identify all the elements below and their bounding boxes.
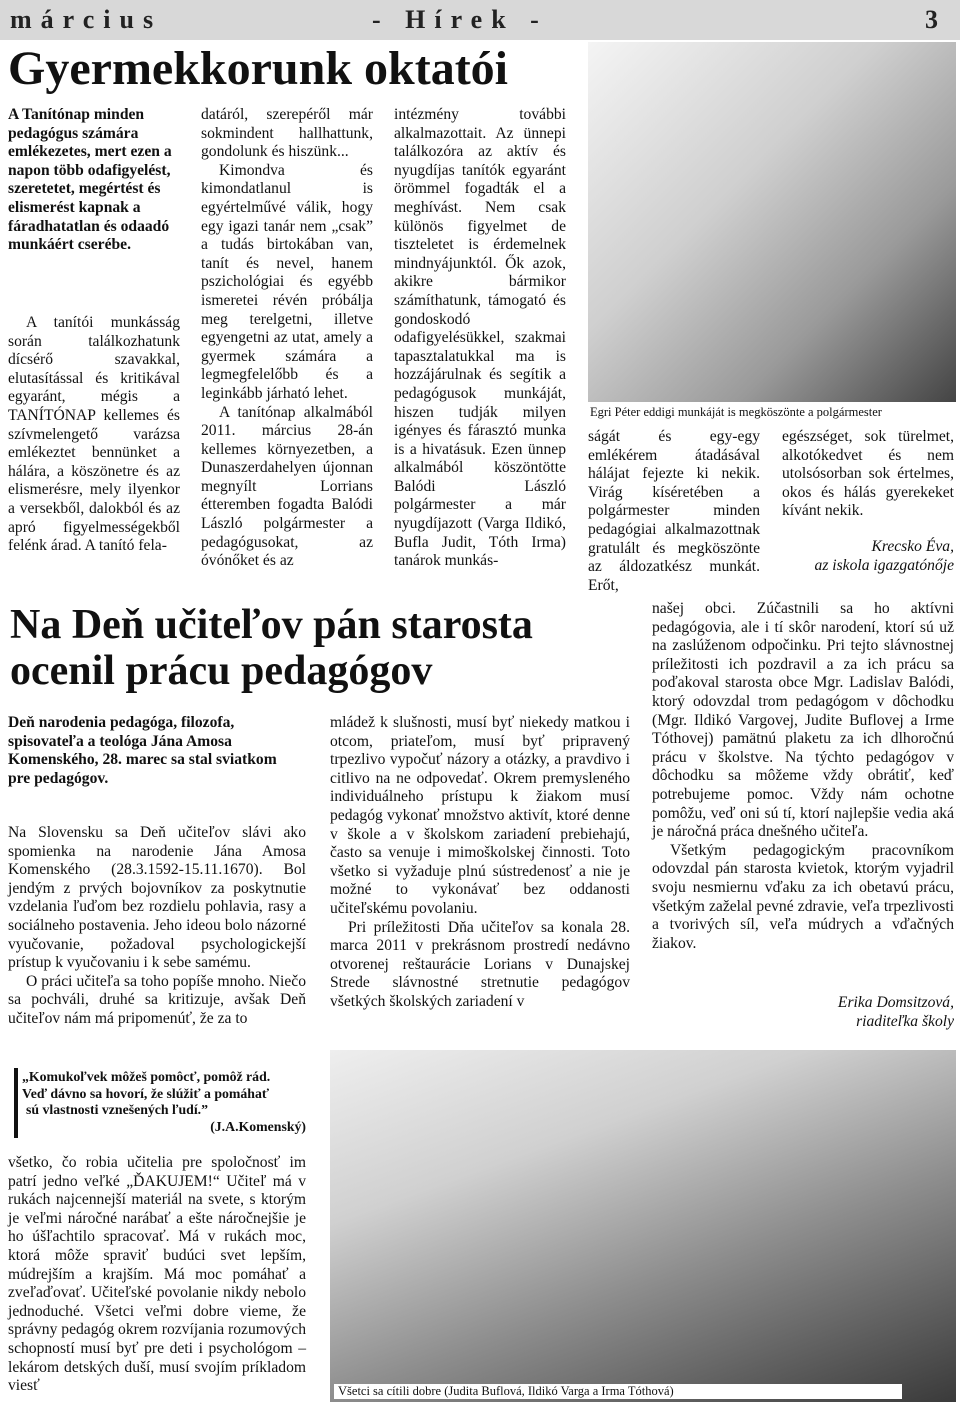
quote-author: (J.A.Komenský) <box>210 1118 306 1134</box>
hu-paragraph: ságát és egy-egy emlékérem átadásával hálájat fejezte ki nekik. Virág kíséretében a polgármester minden pedagógiai alkalmazottnak gratulált és megköszönte az áldozatkész munkát. Erőt, <box>588 428 760 594</box>
sk-photo-caption: Všetci sa cítili dobre (Judita Buflová, Ildikó Varga a Irma Tóthová) <box>334 1384 902 1399</box>
quote-line: „Komukoľvek môžeš pomôcť, pomôž rád. <box>22 1069 271 1084</box>
sk-signature-name: Erika Domsitzová, <box>837 994 954 1011</box>
komensky-quote <box>22 1069 306 1135</box>
sk-article-title <box>10 602 630 694</box>
sk-lead: Deň narodenia pedagóga, filozofa, spisovateľa a teológa Jána Amosa Komenského, 28. marec sa stal sviatkom pre pedagógov. <box>8 714 277 787</box>
hu-signature-role: az iskola igazgatónője <box>814 556 954 574</box>
hu-column-5 <box>782 428 954 521</box>
hu-paragraph: intézmény további alkalmazottait. Az ünnepi találkozóra az aktív és nyugdíjas tanítók egyaránt örömmel fogadták el a meghívást. Nem csak különös figyelmet de tiszteletet is érdemelnek mindnyájunktól. Ők azok, akikre bármikor számíthatunk, támogató és gondoskodó odafigyelésükkel, szakmai tapasztalatukkal ma is hozzájárulnak és segítik a pedagógusok munkáját, hiszen tudják milyen igényes és fárasztó munka is a hivatásuk. Ezen ünnep alkalmából köszöntötte Balódi László polgármester a már nyugdíjazott (Varga Ildikó, Bufla Judit, Tóth Irma) tanárok munkás- <box>394 106 566 570</box>
sk-paragraph: Pri príležitosti Dňa učiteľov sa konala 28. marca 2011 v prekrásnom prostredí nedávno otvorenej reštaurácie Lorians v Dunajskej Strede slávnostné stretnutie pedagógov všetkých školských zariadení v <box>330 918 630 1010</box>
header-section: - Hírek - <box>372 5 548 34</box>
hu-column-2 <box>201 106 373 571</box>
sk-paragraph: Všetkým pedagogickým pracovníkom odovzdal pán starosta kvietok, ktorým vyjadril svoju nesmiernu vďaku za ich obetavú prácu, všetkým zaželal pevné zdravie, veľa trpezlivosti a tvorivých síl, veľa múdrych a vďačných žiakov. <box>652 841 954 952</box>
sk-title-line-2: ocenil prácu pedagógov <box>10 648 433 694</box>
sk-photo-three-teachers <box>330 1050 956 1402</box>
hu-photo-caption: Egri Péter eddigi munkáját is megköszönte a polgármester <box>590 405 882 419</box>
sk-signature <box>760 994 954 1031</box>
sk-paragraph: všetko, čo robia učitelia pre spoločnosť im patrí jedno veľké „ĎAKUJEM!“ Učiteľ má v rukách najcennejší materiál na svete, s ktorým je veľmi náročné narábať a ešte náročnejšie je ho úšľachtilo spracovať. Má v rukách moc, ktorá môže spraviť budúci svet lepším, múdrejším a krajším. Má moc pomáhať a zveľaďovať. Učiteľské povolanie nikdy nebolo jednoduché. Všetci veľmi dobre vieme, že správny pedagóg okrem rozvíjania rozumových schopností musí byť pre deti i psychológom – lekárom detských duší, musí svojím príkladom viesť <box>8 1154 306 1395</box>
hu-article-title: Gyermekkorunk oktatói <box>8 42 509 95</box>
sk-paragraph: O práci učiteľa sa toho popíše mnoho. Niečo sa pochváli, druhé sa kritizuje, avšak Deň učiteľov nám má pripomenúť, že za to <box>8 972 306 1027</box>
sk-column-1-bottom <box>8 1154 306 1396</box>
sk-signature-role: riaditeľka školy <box>856 1012 954 1030</box>
hu-signature-name: Krecsko Éva, <box>871 538 954 555</box>
hu-column-1 <box>8 314 180 556</box>
header-month: március <box>10 5 163 34</box>
sk-column-1-top <box>8 824 306 1029</box>
header-page-number: 3 <box>925 5 938 34</box>
hu-lead: A Tanítónap minden pedagógus számára emlékezetes, mert ezen a napon több odafigyelést, szeretetet, megértést és elismerést kapnak a fáradhatatlan és odaadó munkáért cserébe. <box>8 106 172 254</box>
hu-column-3 <box>394 106 566 571</box>
hu-paragraph: datáról, szerepéről már sokmindent hallhattunk, gondolunk és hiszünk... <box>201 106 373 161</box>
sk-paragraph: Na Slovensku sa Deň učiteľov slávi ako spomienka na narodenie Jána Amosa Komenského (28.3.1592-15.11.1670). Bol jendým z prvých bojovníkov za poskytnutie vzdelania ľuďom bez rozdielu pohlavia, rasy a sociálneho postavenia. Jeho ideou bolo názorné vyučovanie, požadoval psychologickejší prístup k vyučovaniu i k sebe samému. <box>8 824 306 972</box>
hu-paragraph: A tanítónap alkalmából 2011. március 28-án kellemes környezetben, a Dunaszerdahelyen újonnan megnyílt Lorrians étteremben fogadta Balódi László polgármester a pedagógusokat, az óvónőket és az <box>201 403 373 570</box>
hu-paragraph: A tanítói munkásság során találkozhatunk dícsérő szavakkal, elutasítással és kritikával egyaránt, mégis a TANÍTÓNAP kellemes és szívmelengető varázsa emlékeztet bennünket a hálára, a köszönetre és az elismerésre, mely ilyenkor a versekből, dalokból és az apró figyelmességekből felénk árad. A tanító fela- <box>8 314 180 555</box>
hu-photo-mayor-handshake <box>588 42 956 402</box>
sk-paragraph: našej obci. Zúčastnili sa ho aktívni pedagógovia, ale i tí skôr narodení, ktorí sú už na zaslúženom odpočinku. Pri tejto slávnostnej príležitosti ich pozdravil a za ich prácu sa poďakoval starosta obce Mgr. Ladislav Balódi, ktorý odovzdal trom pedagógom v dôchodku (Mgr. Ildikó Vargovej, Judite Buflovej a Irme Tóthovej) pamätnú plaketu za ich dlhoročnú prácu v školstve. Na týchto pedagógov v dôchodku sa môžeme vždy obrátiť, keď potrebujeme pomoc. Vždy nám ochotne pomôžu, veď oni sú tí, ktorí najlepšie vedia aká je náročná práca dnešného učiteľa. <box>652 600 954 841</box>
sk-paragraph: mládež k slušnosti, musí byť niekedy matkou i otcom, priateľom, musí byť pripravený trpezlivo vypočuť názory a otázky, a pravdivo i citlivo na ne odpovedať. Okrem premysleného individuálneho prístupu k žiakom musí pedagóg vykonať množstvo aktivít, ktoré denne v škole a v školskom zariadení prebiehajú, často sa venuje i mimoškolskej činnosti. Toto všetko si vyžaduje plnú sústredenosť a nie je možné to vykonávať bez oddanosti učiteľskému povolaniu. <box>330 714 630 917</box>
quote-bar <box>14 1068 18 1138</box>
sk-column-3 <box>652 600 954 953</box>
hu-paragraph: egészséget, sok türelmet, alkotókedvet és nem utolsósorban sok értelmes, okos és hálás gyerekeket kívánt nekik. <box>782 428 954 520</box>
hu-signature <box>760 538 954 575</box>
sk-title-line-1: Na Deň učiteľov pán starosta <box>10 602 533 648</box>
quote-line: Veď dávno sa hovorí, že slúžiť a pomáhať <box>22 1085 270 1101</box>
quote-line: sú vlastnosti vznešených ľudí.” <box>26 1102 209 1118</box>
sk-column-2 <box>330 714 630 1012</box>
hu-paragraph: Kimondva és kimondatlanul is egyértelművé válik, hogy egy igazi tanár nem „csak” a tudás birtokában van, tanít és nevel, hanem pszichológiai és egyébb ismeretei révén próbálja meg terelgetni, illetve egyengetni az utat, amely a gyermek számára a legmegfelelőbb és a leginkább járható lehet. <box>201 161 373 402</box>
hu-column-4 <box>588 428 760 595</box>
